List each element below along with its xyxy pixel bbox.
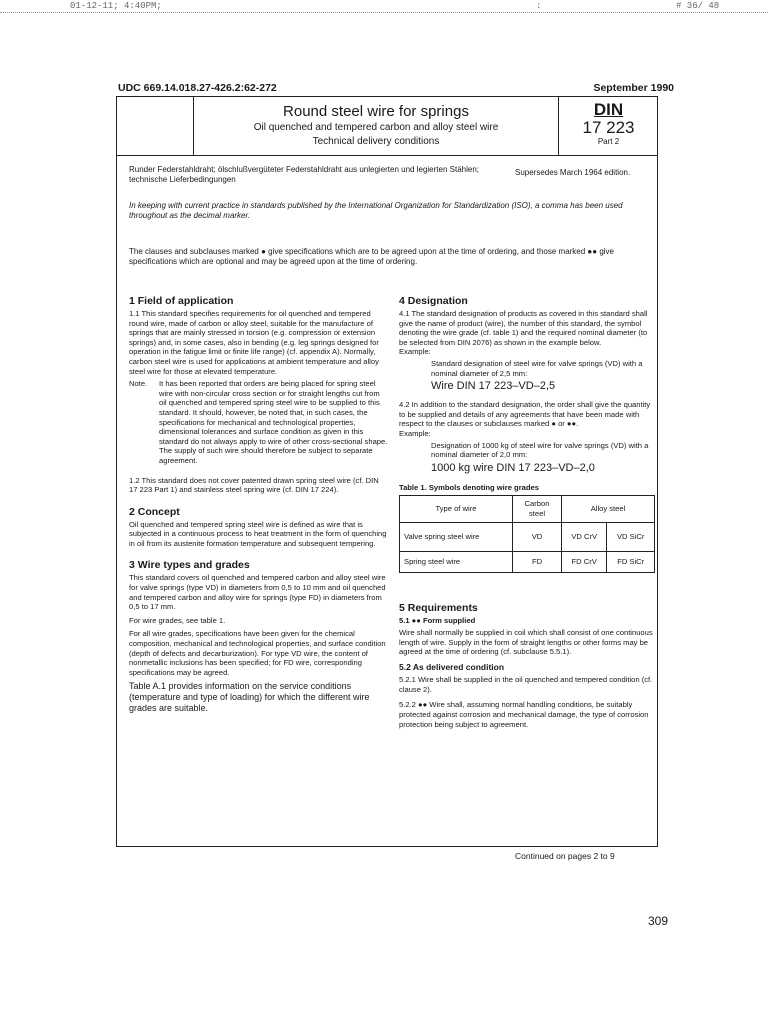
section-4-1-text: 4.1 The standard designation of products as covered in this standard shall give the name of product (wire), the number of this standard, the symbol denoting the wire grade (cf. table 1) and the required nominal diameter (to be selected from DIN 2076) as shown in the example below. <box>399 309 648 347</box>
section-3-para-1: This standard covers oil quenched and tempered carbon and alloy steel wire for valve springs (type VD) in diameters from 0,5 to 10 mm and oil quenched and tempered carbon and alloy wire for springs (type FD) in diameters from 0,5 to 17 mm. <box>129 573 386 612</box>
iso-decimal-note: In keeping with current practice in standards published by the International Organization for Standardization (ISO), a comma has been used throughout as the decimal marker. <box>129 201 623 220</box>
table-1 <box>399 495 655 573</box>
table-header-row <box>400 496 655 523</box>
table-cell: FD CrV <box>562 552 607 573</box>
table-cell: Valve spring steel wire <box>400 523 513 552</box>
clauses-marking-note: The clauses and subclauses marked ● give specifications which are to be agreed upon at the time of ordering, and those marked ●● give specifications which are optional and may be agreed upon at the time of ordering. <box>129 247 614 266</box>
section-1-heading: 1 Field of application <box>129 295 234 307</box>
title-box-left-cell <box>117 97 194 155</box>
section-2-text: Oil quenched and tempered spring steel wire is defined as wire that is subjected in a continuous process to heat treatment in the form of quenching in oil from its austenite formation temperature and subsequent tempering. <box>129 519 387 548</box>
document-title: Round steel wire for springs <box>283 103 469 120</box>
section-3-para-2: For wire grades, see table 1. <box>129 615 226 625</box>
table-header-cell: Carbon steel <box>513 496 562 523</box>
table-header-cell: Alloy steel <box>562 496 655 523</box>
note-label: Note. <box>129 379 148 389</box>
section-5-heading: 5 Requirements <box>399 602 478 615</box>
fax-separator: : <box>536 1 542 11</box>
section-1-2-text: 1.2 This standard does not cover patented drawn spring steel wire (cf. DIN 17 223 Part 1) and stainless steel spring wire (cf. DIN 17 224). <box>129 475 379 495</box>
continuation-note: Continued on pages 2 to 9 <box>515 851 615 861</box>
supersedes-note: Supersedes March 1964 edition. <box>515 168 631 177</box>
note-text: It has been reported that orders are being placed for spring steel wire with non-circular cross section or for straight lengths cut from oil quenched and tempered spring steel wire to be supplied to this standard. It should, however, be noted that, in such cases, the specifications for mechanical and technological properties, dimensional tolerances and surface condition as given in this standard do not always apply to wire of other cross-sectional shape. The supply of such wire should therefore be subject to separate agreement. <box>159 379 388 465</box>
standard-part: Part 2 <box>597 137 620 146</box>
din-logo: DIN <box>593 100 624 119</box>
table-cell: VD SiCr <box>607 523 655 552</box>
table-cell: FD SiCr <box>607 552 655 573</box>
document-frame <box>116 96 658 847</box>
table-cell: VD CrV <box>562 523 607 552</box>
example-2-designation: 1000 kg wire DIN 17 223–VD–2,0 <box>431 461 595 474</box>
section-3-para-4: Table A.1 provides information on the service conditions (temperature and type of loading) for which the different wire grades are suitable. <box>129 681 370 714</box>
table-cell: FD <box>513 552 562 573</box>
fax-page-counter: # 36/ 48 <box>676 1 720 11</box>
section-5-1-text: Wire shall normally be supplied in coil which shall consist of one continuous length of wire. Supply in the form of straight lengths or other forms may be agreed at the time of ordering (cf. subclause 5.5.1). <box>399 627 653 657</box>
fax-divider <box>0 12 768 13</box>
standard-number: 17 223 <box>582 118 635 137</box>
document-subtitle-2: Technical delivery conditions <box>312 136 440 147</box>
page-number: 309 <box>647 914 668 928</box>
section-3-para-3: For all wire grades, specifications have been given for the chemical composition, mechanical and technological properties, and surface condition (depth of defects and decarburization). For type VD wire, the content of nonmetallic inclusions has been specified; for FD wire, corresponding specifications may be agreed. <box>129 629 386 677</box>
section-1-1-text: 1.1 This standard specifies requirements for oil quenched and tempered round wire, made of carbon or alloy steel, suitable for the manufacture of springs that are mainly stressed in torsion (e.g. compression or extension springs) and, in some cases, also in bending (e.g. leg springs designed for operation in the fatigue limit or finite life range) (cf. appendix A). Normally, carbon steel wire is used for applications at ambient temperature and alloy steel wire for those at elevated temperature. <box>129 309 379 376</box>
german-title: Runder Federstahldraht; ölschlußvergüteter Federstahldraht aus unlegierten und legierten Stählen; technische Lieferbedingungen <box>129 165 479 184</box>
section-4-2-text: 4.2 In addition to the standard designation, the order shall give the quantity to be supplied and details of any agreements that have been made with respect to the clauses or subclauses marked ● or ●●. <box>399 400 651 429</box>
section-2-heading: 2 Concept <box>129 505 180 518</box>
table-1-caption: Table 1. Symbols denoting wire grades <box>399 482 539 492</box>
left-column <box>129 296 389 714</box>
table-cell: Spring steel wire <box>400 552 513 573</box>
table-header-cell: Type of wire <box>400 496 513 523</box>
section-1-note <box>129 379 389 465</box>
right-column <box>399 296 655 729</box>
section-5-1-heading: 5.1 ●● Form supplied <box>399 616 476 626</box>
table-cell: VD <box>513 523 562 552</box>
fax-header <box>0 0 768 16</box>
example-2-text: Designation of 1000 kg of steel wire for valve springs (VD) with a nominal diameter of 2,0 mm: <box>431 440 649 460</box>
example-1-designation: Wire DIN 17 223–VD–2,5 <box>431 380 556 393</box>
title-block <box>194 103 558 148</box>
section-5-2-1-text: 5.2.1 Wire shall be supplied in the oil quenched and tempered condition (cf. clause 2). <box>399 675 653 694</box>
publication-date: September 1990 <box>593 82 674 94</box>
title-box <box>117 97 657 156</box>
section-4-heading: 4 Designation <box>399 295 468 307</box>
example-1-label: Example: <box>399 347 431 357</box>
din-block <box>558 97 658 155</box>
example-1-text: Standard designation of steel wire for valve springs (VD) with a nominal diameter of 2,5 mm: <box>431 358 643 378</box>
section-3-heading: 3 Wire types and grades <box>129 559 250 572</box>
section-5-2-2-text: 5.2.2 ●● Wire shall, assuming normal handling conditions, be suitably protected against corrosion and mechanical damage, the type of corrosion protection being subject to agreement. <box>399 700 649 729</box>
example-2-label: Example: <box>399 428 431 438</box>
table-row <box>400 552 655 573</box>
udc-code: UDC 669.14.018.27-426.2:62-272 <box>118 82 277 94</box>
document-subtitle-1: Oil quenched and tempered carbon and alloy steel wire <box>253 122 499 133</box>
table-row <box>400 523 655 552</box>
fax-timestamp: 01-12-11; 4:40PM; <box>70 1 162 11</box>
section-5-2-heading: 5.2 As delivered condition <box>399 661 505 672</box>
